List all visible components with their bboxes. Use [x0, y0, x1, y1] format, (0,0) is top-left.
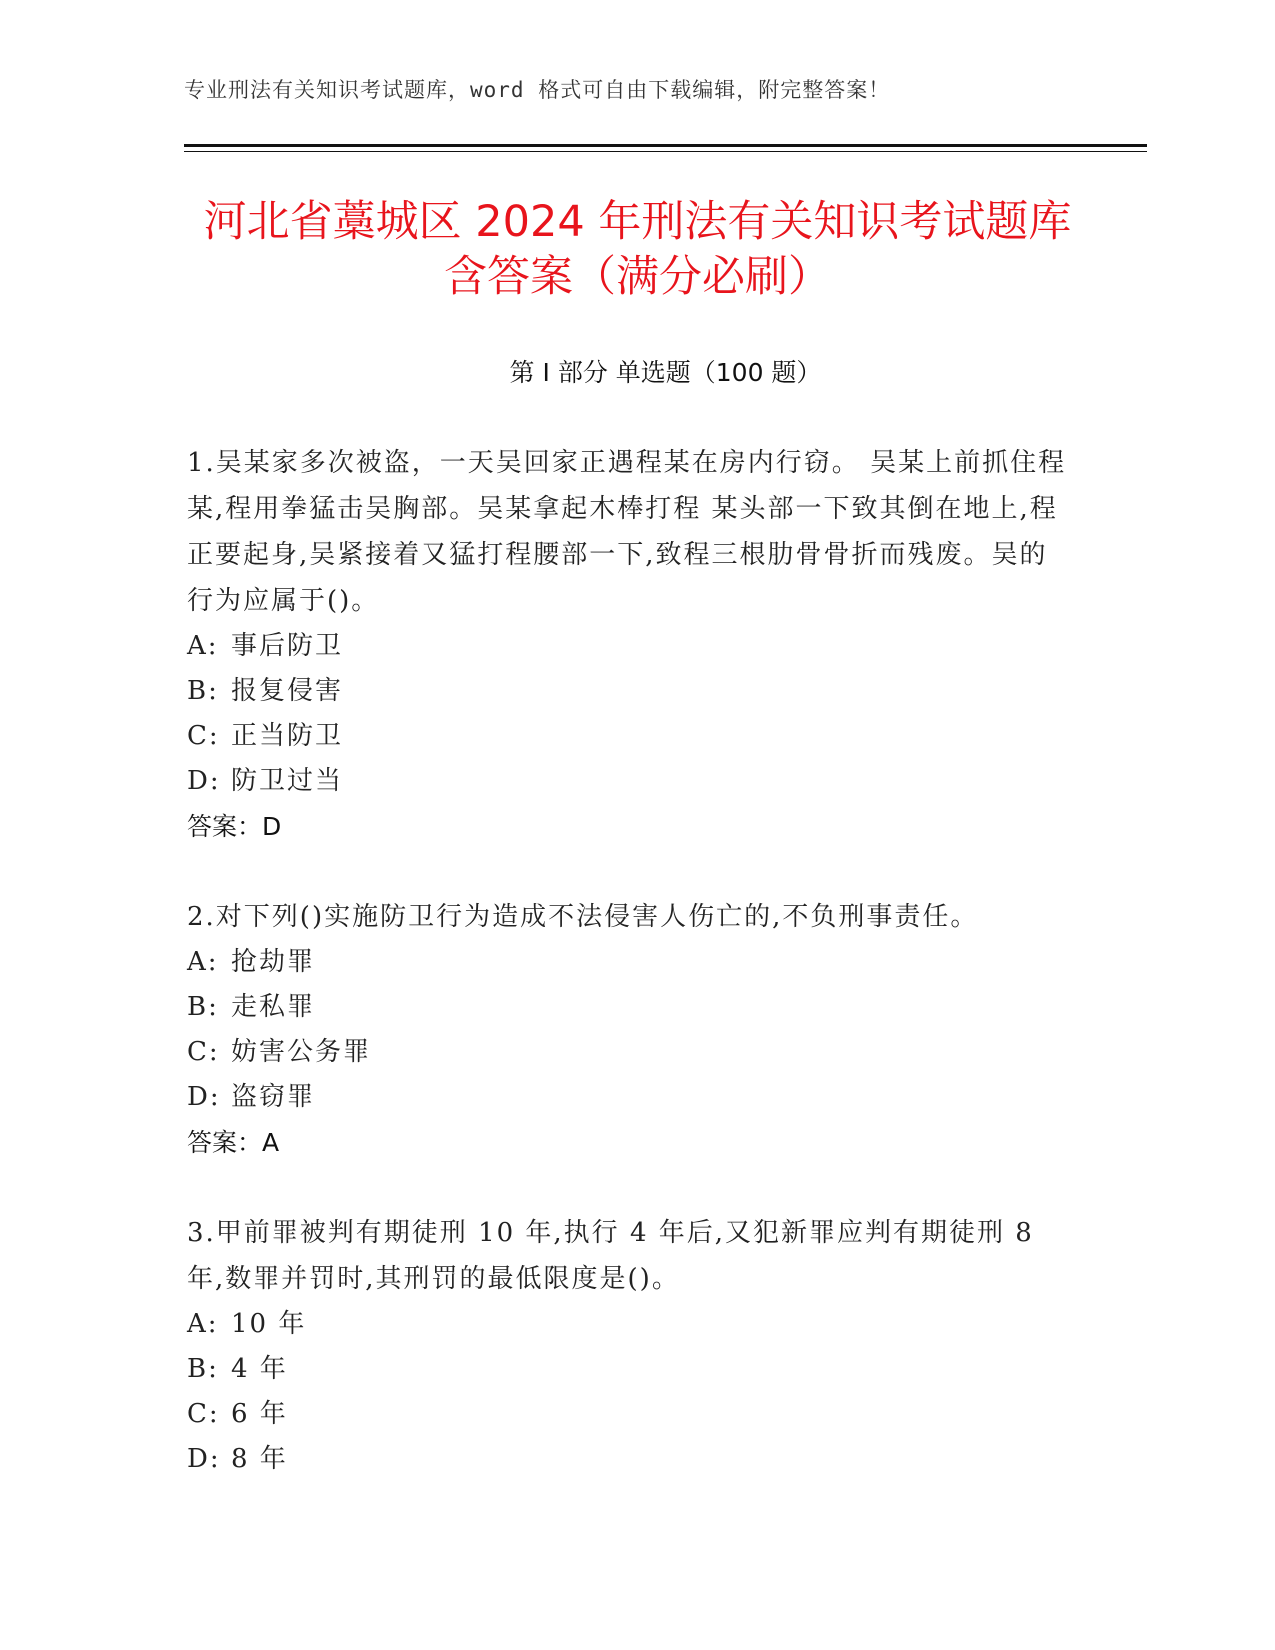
option-a: [187, 1302, 1067, 1347]
question-text: 2.对下列()实施防卫行为造成不法侵害人伤亡的,不负刑事责任。: [187, 902, 979, 932]
document-title: [150, 195, 1125, 305]
option-label: C:: [187, 1037, 220, 1067]
answer: 答案：D: [187, 812, 282, 841]
option-label: D:: [187, 1444, 221, 1474]
option-label: B:: [187, 1354, 219, 1384]
option-label: A:: [187, 1309, 219, 1339]
option-text: 8 年: [231, 1444, 288, 1474]
option-label: C:: [187, 1399, 220, 1429]
section-heading: 第 I 部分 单选题（100 题）: [509, 358, 822, 387]
question-list: [187, 440, 1067, 1526]
page-header: 专业刑法有关知识考试题库，word 格式可自由下载编辑，附完整答案！: [184, 78, 891, 102]
option-a: [187, 624, 1067, 669]
option-text: 妨害公务罪: [231, 1037, 372, 1067]
option-text: 事后防卫: [231, 631, 344, 661]
option-c: [187, 714, 1067, 759]
option-text: 6 年: [231, 1399, 288, 1429]
header-divider-thick: [184, 144, 1147, 147]
option-d: [187, 1075, 1067, 1120]
option-label: A:: [187, 947, 219, 977]
option-text: 抢劫罪: [231, 947, 316, 977]
question-3: [187, 1210, 1067, 1482]
title-line-1: 河北省藁城区 2024 年刑法有关知识考试题库: [203, 197, 1072, 247]
answer: 答案：A: [187, 1128, 280, 1157]
option-c: [187, 1030, 1067, 1075]
header-divider-thin: [184, 151, 1147, 152]
question-2: [187, 894, 1067, 1166]
option-text: 报复侵害: [231, 676, 344, 706]
option-c: [187, 1392, 1067, 1437]
option-text: 10 年: [231, 1309, 307, 1339]
question-text: 1.吴某家多次被盗，一天吴回家正遇程某在房内行窃。 吴某上前抓住程某,程用拳猛击吴胸部。吴某拿起木棒打程 某头部一下致其倒在地上,程正要起身,吴紧接着又猛打程腰部一下,致程三根肋骨骨折而残废。吴的行为应属于()。: [187, 448, 1067, 616]
option-text: 正当防卫: [231, 721, 344, 751]
option-text: 走私罪: [231, 992, 316, 1022]
question-text: 3.甲前罪被判有期徒刑 10 年,执行 4 年后,又犯新罪应判有期徒刑 8 年,数罪并罚时,其刑罚的最低限度是()。: [187, 1218, 1034, 1294]
option-d: [187, 1437, 1067, 1482]
option-label: B:: [187, 992, 219, 1022]
option-text: 盗窃罪: [231, 1082, 316, 1112]
option-d: [187, 759, 1067, 804]
option-text: 防卫过当: [231, 766, 344, 796]
title-line-2: 含答案（满分必刷）: [444, 252, 831, 302]
question-1: [187, 440, 1067, 850]
option-b: [187, 669, 1067, 714]
option-label: D:: [187, 766, 221, 796]
option-label: C:: [187, 721, 220, 751]
option-b: [187, 1347, 1067, 1392]
option-label: A:: [187, 631, 219, 661]
option-b: [187, 985, 1067, 1030]
option-label: D:: [187, 1082, 221, 1112]
option-text: 4 年: [231, 1354, 288, 1384]
option-a: [187, 940, 1067, 985]
option-label: B:: [187, 676, 219, 706]
